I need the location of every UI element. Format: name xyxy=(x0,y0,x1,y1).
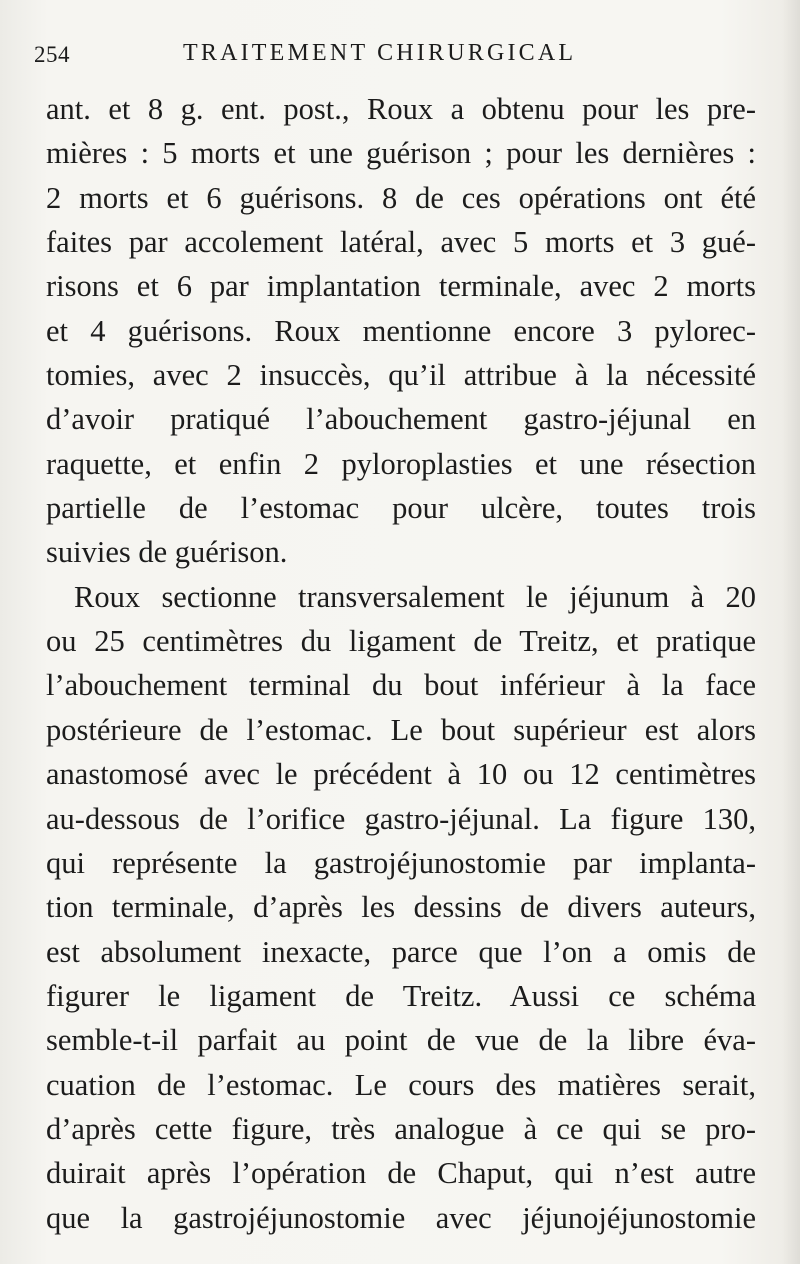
text-line: partielle de l’estomac pour ulcère, toutes trois xyxy=(46,491,756,526)
page-edge-shadow xyxy=(782,0,800,1264)
text-line: duirait après l’opération de Chaput, qui n’est autre xyxy=(46,1156,756,1191)
text-line: que la gastrojéjunostomie avec jéjunojéjunostomie xyxy=(46,1200,756,1235)
text-line: qui représente la gastrojéjunostomie par implanta- xyxy=(46,845,756,880)
text-line: tomies, avec 2 insuccès, qu’il attribue à la nécessité xyxy=(46,358,756,393)
paragraph-start-line: Roux sectionne transversalement le jéjunum à 20 xyxy=(74,579,756,614)
text-line: cuation de l’estomac. Le cours des matières serait, xyxy=(46,1067,756,1102)
body-text xyxy=(46,87,756,1240)
text-line: risons et 6 par implantation terminale, avec 2 morts xyxy=(46,269,756,304)
paragraph-end-line: suivies de guérison. xyxy=(46,535,288,570)
text-line: au-dessous de l’orifice gastro-jéjunal. La figure 130, xyxy=(46,801,756,836)
text-line: tion terminale, d’après les dessins de divers auteurs, xyxy=(46,890,756,925)
page-number: 254 xyxy=(34,42,70,67)
text-line: faites par accolement latéral, avec 5 morts et 3 gué- xyxy=(46,225,756,260)
text-line: 2 morts et 6 guérisons. 8 de ces opérations ont été xyxy=(46,180,756,215)
page-header xyxy=(34,40,734,76)
text-line: semble-t-il parfait au point de vue de la libre éva- xyxy=(46,1023,756,1058)
text-line: l’abouchement terminal du bout inférieur à la face xyxy=(46,668,756,703)
text-line: anastomosé avec le précédent à 10 ou 12 centimètres xyxy=(46,757,756,792)
text-line: postérieure de l’estomac. Le bout supérieur est alors xyxy=(46,712,756,747)
text-line: est absolument inexacte, parce que l’on a omis de xyxy=(46,934,756,969)
text-line: d’après cette figure, très analogue à ce qui se pro- xyxy=(46,1111,756,1146)
text-line: mières : 5 morts et une guérison ; pour les dernières : xyxy=(46,136,756,171)
text-line: raquette, et enfin 2 pyloroplasties et une résection xyxy=(46,446,756,481)
text-line: et 4 guérisons. Roux mentionne encore 3 pylorec- xyxy=(46,313,756,348)
text-line: figurer le ligament de Treitz. Aussi ce schéma xyxy=(46,978,756,1013)
text-line: ou 25 centimètres du ligament de Treitz, et pratique xyxy=(46,624,756,659)
running-head: TRAITEMENT CHIRURGICAL xyxy=(183,40,577,66)
text-line: ant. et 8 g. ent. post., Roux a obtenu pour les pre- xyxy=(46,92,756,126)
text-line: d’avoir pratiqué l’abouchement gastro-jéjunal en xyxy=(46,402,756,437)
